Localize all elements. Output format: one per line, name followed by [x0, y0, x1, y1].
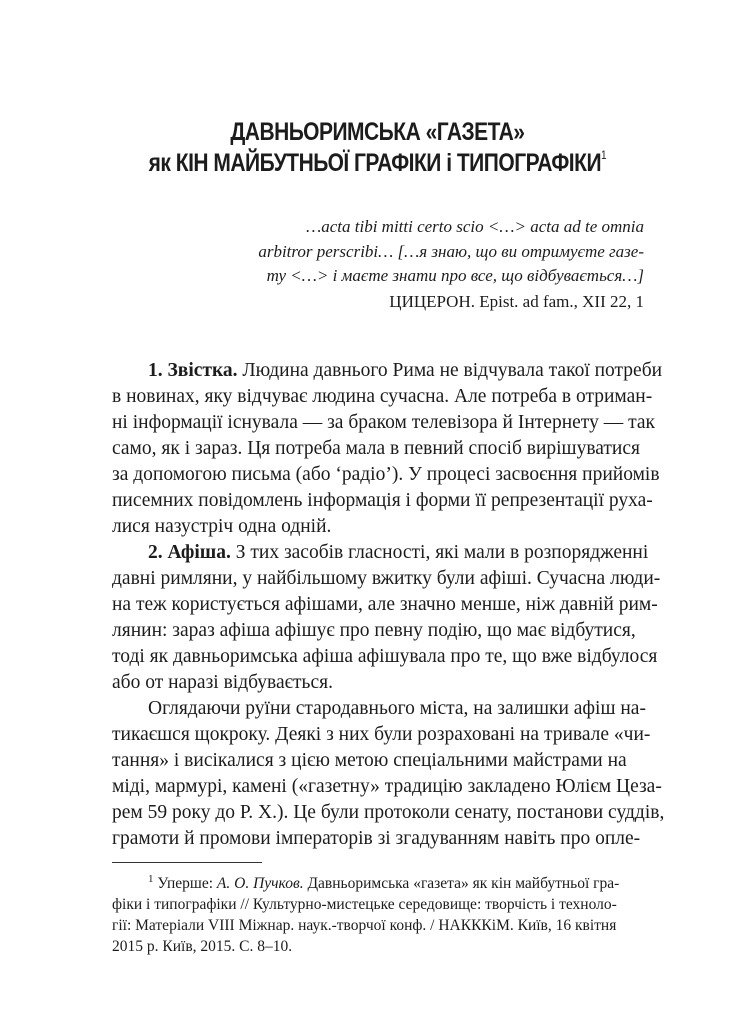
footnote-line: гії: Матеріали VIII Міжнар. наук.-творчої конф. / НАКККіМ. Київ, 16 квітня — [112, 917, 617, 934]
footnote-mark: 1 — [148, 873, 154, 885]
paragraph-3-line: грамоти й промови імператорів зі згадуванням навіть про опле- — [112, 828, 641, 849]
paragraph-3-line: Оглядаючи руїни стародавнього міста, на залишки афіш на- — [148, 698, 646, 719]
chapter-title-line-1 — [60, 116, 694, 148]
paragraph-3-line: тикаєшся щокроку. Деякі з них були розраховані на тривале «чи- — [112, 724, 651, 745]
footnote-reference[interactable]: 1 — [601, 148, 607, 162]
paragraph-2-line: тоді як давньоримська афіша афішувала про те, що вже відбулося — [112, 646, 658, 667]
paragraph-2-line: лянин: зараз афіша афішує про певну подію, що має відбутися, — [112, 620, 636, 641]
paragraph-2-line: на теж користується афішами, але значно менше, ніж давній рим- — [112, 594, 658, 615]
paragraph-1-line: за допомогою письма (або ‘радіо’). У процесі засвоєння прийомів — [112, 464, 660, 485]
footnote-line: фіки і типографіки // Культурно-мистецьке середовище: творчість і техноло- — [112, 896, 617, 913]
footnote-divider — [112, 862, 262, 863]
paragraph-3-line: міді, мармурі, камені («газетну» традицію закладено Юлієм Цеза- — [112, 776, 662, 797]
chapter-title-line-2 — [60, 147, 694, 179]
paragraph-1-line: 1. Звістка. Людина давнього Рима не відчувала такої потреби — [148, 360, 663, 381]
paragraph-1-line: лися назустріч одна одній. — [112, 516, 332, 537]
paragraph-2-line: давні римляни, у найбільшому вжитку були афіші. Сучасна люди- — [112, 568, 661, 589]
epigraph-line: …acta tibi mitti certo scio <…> acta ad te omnia — [306, 217, 644, 236]
paragraph-heading: 2. Афіша. — [148, 542, 231, 563]
paragraph-2-line: або от наразі відбувається. — [112, 672, 333, 693]
epigraph-line: ту <…> і маєте знати про все, що відбувається…] — [266, 266, 644, 285]
epigraph-line: arbitror perscribi… […я знаю, що ви отримуєте газе- — [258, 242, 644, 261]
epigraph-source: ЦИЦЕРОН. Epist. ad fam., XII 22, 1 — [389, 292, 644, 311]
paragraph-2-line: 2. Афіша. З тих засобів гласності, які мали в розпорядженні — [148, 542, 649, 563]
paragraph-1-line: ні інформації існувала — за браком телевізора й Інтернету — так — [112, 412, 655, 433]
footnote-line: 2015 р. Київ, 2015. С. 8–10. — [112, 938, 293, 955]
paragraph-1-line: писемних повідомлень інформація і форми її репрезентації руха- — [112, 490, 653, 511]
footnote-author: А. О. Пучков. — [216, 875, 304, 892]
paragraph-1-line: само, як і зараз. Ця потреба мала в певний спосіб вирішуватися — [112, 438, 640, 459]
paragraph-3-line: тання» і висікалися з цією метою спеціальними майстрами на — [112, 750, 627, 771]
paragraph-1-line: в новинах, яку відчуває людина сучасна. Але потреба в отриман- — [112, 386, 653, 407]
chapter-title-text-2: як КІН МАЙБУТНЬОЇ ГРАФІКИ і ТИПОГРАФІКИ — [148, 149, 602, 177]
paragraph-heading: 1. Звістка. — [148, 360, 238, 381]
chapter-title-text-1: ДАВНЬОРИМСЬКА «ГАЗЕТА» — [230, 118, 525, 146]
paragraph-3-line: рем 59 року до Р. Х.). Це були протоколи сенату, постанови суддів, — [112, 802, 665, 823]
footnote-line: $^1$ Уперше: А. О. Пучков. Давньоримська «газета» як кін майбутньої гра- — [148, 873, 620, 892]
